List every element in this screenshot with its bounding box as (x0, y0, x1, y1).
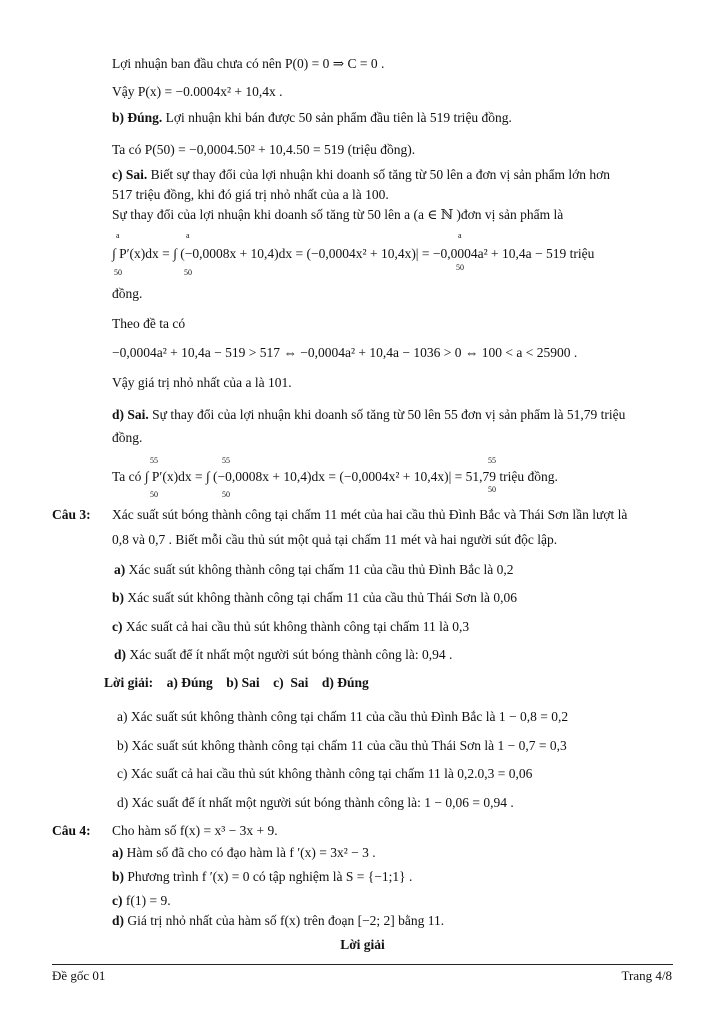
question-text: Xác suất sút bóng thành công tại chấm 11 mét của hai cầu thủ Đình Bắc và Thái Sơn lần lượt là (112, 507, 628, 522)
eval-upper-bound: 55 (488, 456, 496, 465)
text-line: Vậy P(x) = −0.0004x² + 10,4x . (112, 84, 283, 99)
formula-line: −0,0004a² + 10,4a − 519 > 517 ⇔ −0,0004a² + 10,4a − 1036 > 0 ⇔ 100 < a < 25900 . (112, 345, 578, 360)
statement-label: a) (114, 562, 126, 577)
statement-text: Hàm số đã cho có đạo hàm là f ′(x) = 3x² − 3 . (123, 845, 376, 860)
statement-text: Phương trình f ′(x) = 0 có tập nghiệm là S = {−1;1} . (124, 869, 413, 884)
text-span: Sự thay đổi của lợi nhuận khi doanh số tăng từ 50 lên 55 đơn vị sản phẩm là 51,79 triệu (148, 407, 626, 422)
eval-lower-bound: 50 (488, 485, 496, 494)
text-line (112, 109, 512, 127)
answer-tag: d) Sai. (112, 407, 149, 422)
text-line: Theo đề ta có (112, 316, 186, 331)
statement-label: d) (114, 647, 127, 662)
eval-lower-bound: 50 (456, 263, 464, 272)
text-line (112, 166, 610, 184)
answer-key: Lời giải: a) Đúng b) Sai c) Sai d) Đúng (104, 675, 369, 690)
integral-lower-bound: 50 (222, 490, 230, 499)
statement-label: a) (112, 845, 124, 860)
statement-label: c) (112, 619, 123, 634)
statement-c (112, 892, 171, 910)
solution-heading: Lời giải (340, 937, 385, 952)
text-line: Sự thay đổi của lợi nhuận khi doanh số tăng từ 50 lên a (a ∈ ℕ )đơn vị sản phẩm là (112, 207, 564, 222)
page-number: Trang 4/8 (621, 968, 672, 983)
statement-label: b) (112, 869, 125, 884)
text-span: Biết sự thay đổi của lợi nhuận khi doanh số tăng từ 50 lên a đơn vị sản phẩm lớn hơn (147, 167, 611, 182)
integral-upper-bound: a (186, 231, 190, 240)
formula-line: Ta có ∫ P′(x)dx = ∫ (−0,0008x + 10,4)dx = (−0,0004x² + 10,4x)| = 51,79 triệu đồng. (112, 469, 558, 484)
integral-upper-bound: a (116, 231, 120, 240)
text-line (112, 406, 625, 424)
statement-text: Xác suất cả hai cầu thủ sút không thành công tại chấm 11 là 0,3 (122, 619, 470, 634)
statement-a (112, 844, 376, 862)
statement-b (112, 868, 412, 886)
solution-line: a) Xác suất sút không thành công tại chấm 11 của cầu thủ Đình Bắc là 1 − 0,8 = 0,2 (117, 709, 569, 724)
text-span: Lợi nhuận khi bán được 50 sản phẩm đầu tiên là 519 triệu đồng. (162, 110, 512, 125)
statement-text: Xác suất sút không thành công tại chấm 11 của cầu thủ Đình Bắc là 0,2 (125, 562, 514, 577)
solution-line: c) Xác suất cả hai cầu thủ sút không thành công tại chấm 11 là 0,2.0,3 = 0,06 (117, 766, 533, 781)
integral-lower-bound: 50 (114, 268, 122, 277)
answer-tag: c) Sai. (112, 167, 148, 182)
text-line: đồng. (112, 286, 143, 301)
statement-c (112, 618, 469, 636)
eval-upper-bound: a (458, 231, 462, 240)
question-label: Câu 4: (52, 823, 91, 838)
answer-tag: b) Đúng. (112, 110, 163, 125)
statement-text: Xác suất sút không thành công tại chấm 11 của cầu thủ Thái Sơn là 0,06 (124, 590, 517, 605)
solution-line: b) Xác suất sút không thành công tại chấm 11 của cầu thủ Thái Sơn là 1 − 0,7 = 0,3 (117, 738, 567, 753)
statement-text: f(1) = 9. (122, 893, 171, 908)
statement-a (114, 561, 514, 579)
footer-divider (52, 964, 673, 965)
integral-lower-bound: 50 (150, 490, 158, 499)
text-line: đồng. (112, 430, 143, 445)
footer-title: Đề gốc 01 (52, 968, 106, 983)
statement-label: b) (112, 590, 125, 605)
question-text: 0,8 và 0,7 . Biết mỗi cầu thủ sút một quả tại chấm 11 mét và hai người sút độc lập. (112, 532, 558, 547)
statement-b (112, 589, 517, 607)
question-text: Cho hàm số f(x) = x³ − 3x + 9. (112, 823, 278, 838)
statement-d (114, 646, 452, 664)
statement-label: d) (112, 913, 125, 928)
text-line: Lợi nhuận ban đầu chưa có nên P(0) = 0 ⇒ C = 0 . (112, 56, 385, 71)
solution-line: d) Xác suất để ít nhất một người sút bóng thành công là: 1 − 0,06 = 0,94 . (117, 795, 514, 810)
statement-label: c) (112, 893, 123, 908)
statement-text: Xác suất để ít nhất một người sút bóng thành công là: 0,94 . (126, 647, 453, 662)
question-label: Câu 3: (52, 507, 91, 522)
statement-d (112, 912, 444, 930)
text-line: Vậy giá trị nhỏ nhất của a là 101. (112, 375, 292, 390)
text-line: Ta có P(50) = −0,0004.50² + 10,4.50 = 519 (triệu đồng). (112, 142, 416, 157)
formula-line: ∫ P′(x)dx = ∫ (−0,0008x + 10,4)dx = (−0,0004x² + 10,4x)| = −0,0004a² + 10,4a − 519 triệu (112, 246, 595, 261)
integral-upper-bound: 55 (222, 456, 230, 465)
text-line: 517 triệu đồng, khi đó giá trị nhỏ nhất của a là 100. (112, 187, 389, 202)
integral-lower-bound: 50 (184, 268, 192, 277)
integral-upper-bound: 55 (150, 456, 158, 465)
statement-text: Giá trị nhỏ nhất của hàm số f(x) trên đoạn [−2; 2] bằng 11. (124, 913, 445, 928)
